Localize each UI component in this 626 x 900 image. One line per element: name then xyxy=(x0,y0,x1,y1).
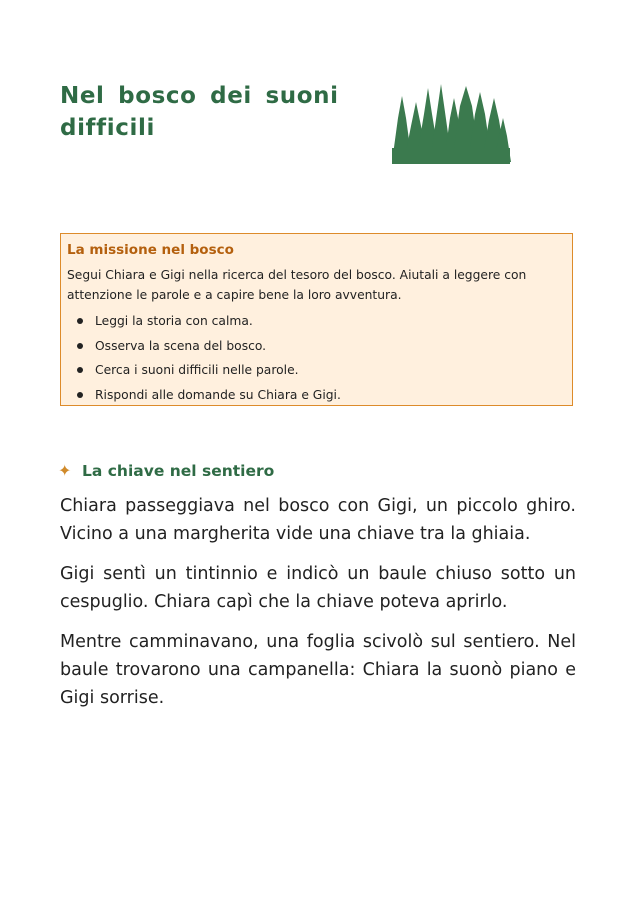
bullet-icon xyxy=(77,318,83,324)
list-item xyxy=(67,334,566,359)
story-paragraph: Chiara passeggiava nel bosco con Gigi, un piccolo ghiro. Vicino a una margherita vide una chiave tra la ghiaia. xyxy=(60,496,576,544)
story-paragraph: Gigi sentì un tintinnio e indicò un baule chiuso sotto un cespuglio. Chiara capì che la chiave poteva aprirlo. xyxy=(60,564,576,612)
mission-box xyxy=(60,233,573,406)
mission-list xyxy=(67,309,566,407)
list-item xyxy=(67,358,566,383)
star-icon: ✦ xyxy=(58,461,72,480)
story-paragraph: Mentre camminavano, una foglia scivolò sul sentiero. Nel baule trovarono una campanella: Chiara la suonò piano e Gigi sorrise. xyxy=(60,632,576,708)
list-item xyxy=(67,383,566,408)
list-item-text: Cerca i suoni difficili nelle parole. xyxy=(95,363,299,377)
list-item-text: Leggi la storia con calma. xyxy=(95,314,253,328)
page-title: Nel bosco dei suoni difficili xyxy=(60,83,339,141)
section-title: La chiave nel sentiero xyxy=(82,462,275,480)
bullet-icon xyxy=(77,343,83,349)
mission-title: La missione nel bosco xyxy=(67,242,234,258)
pine-forest-icon xyxy=(390,78,512,164)
bullet-icon xyxy=(77,367,83,373)
list-item-text: Osserva la scena del bosco. xyxy=(95,338,267,353)
bullet-icon xyxy=(77,392,83,398)
mission-text: Segui Chiara e Gigi nella ricerca del tesoro del bosco. Aiutali a leggere con attenzione le parole e a capire bene la loro avventura. xyxy=(67,268,527,302)
list-item-text: Rispondi alle domande su Chiara e Gigi. xyxy=(95,387,341,402)
list-item xyxy=(67,309,566,334)
story-text xyxy=(60,492,576,724)
section-heading xyxy=(58,460,274,482)
